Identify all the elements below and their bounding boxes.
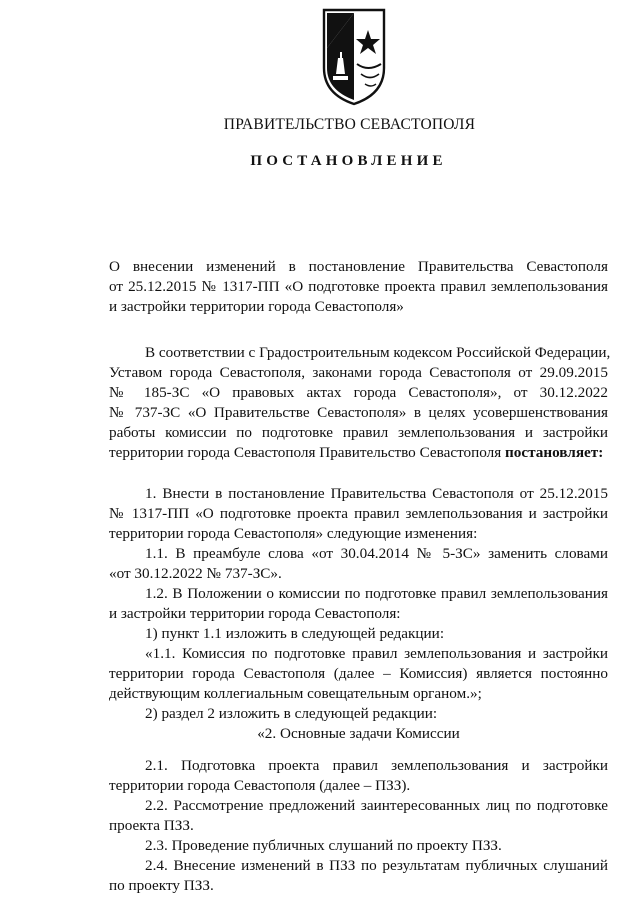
preamble-line: № 737-ЗС «О Правительстве Севастополя» в целях усовершенствования (109, 404, 608, 421)
body-line: «1.1. Комиссия по подготовке правил землепользования и застройки (145, 645, 608, 662)
body-line: по проекту ПЗЗ. (109, 877, 214, 894)
body-line: 2.4. Внесение изменений в ПЗЗ по результатам публичных слушаний (145, 857, 608, 874)
preamble-line: № 185-ЗС «О правовых актах города Севастополя», от 30.12.2022 (109, 384, 608, 401)
preamble-line: работы комиссии по подготовке правил землепользования и застройки (109, 424, 608, 441)
body-line: 2.1. Подготовка проекта правил землепользования и застройки (145, 757, 608, 774)
body-line: «от 30.12.2022 № 737-ЗС». (109, 565, 282, 582)
body-line: 1.2. В Положении о комиссии по подготовке правил землепользования (145, 585, 608, 602)
body-line: действующим коллегиальным совещательным органом.»; (109, 685, 482, 702)
body-line: 2.3. Проведение публичных слушаний по проекту ПЗЗ. (145, 837, 502, 854)
title-line: О внесении изменений в постановление Правительства Севастополя (109, 258, 608, 275)
body-line: 1) пункт 1.1 изложить в следующей редакции: (145, 625, 445, 642)
preamble-text: территории города Севастополя Правительство Севастополя (109, 444, 502, 461)
body-line: территории города Севастополя (далее – Комиссия) является постоянно (109, 665, 608, 682)
body-line: территории города Севастополя» следующие изменения: (109, 525, 478, 542)
title-line: и застройки территории города Севастополя» (109, 298, 404, 315)
section-heading: «2. Основные задачи Комиссии (257, 725, 460, 742)
organization-name: ПРАВИТЕЛЬСТВО СЕВАСТОПОЛЯ (223, 116, 476, 133)
document-type: ПОСТАНОВЛЕНИЕ (250, 153, 447, 169)
body-line: 1.1. В преамбуле слова «от 30.04.2014 № 5-ЗС» заменить словами (145, 545, 608, 562)
body-line: 2.2. Рассмотрение предложений заинтересованных лиц по подготовке (145, 797, 608, 814)
preamble-line: В соответствии с Градостроительным кодексом Российской Федерации, (145, 344, 611, 361)
body-line: проекта ПЗЗ. (109, 817, 194, 834)
body-line: территории города Севастополя (далее – ПЗЗ). (109, 777, 411, 794)
preamble-line: Уставом города Севастополя, законами города Севастополя от 29.09.2015 (109, 364, 608, 381)
preamble-line-final (109, 443, 608, 463)
body-line: и застройки территории города Севастополя: (109, 605, 401, 622)
body-line: 2) раздел 2 изложить в следующей редакции: (145, 705, 438, 722)
preamble-keyword: постановляет: (505, 444, 604, 461)
body-line: 1. Внести в постановление Правительства Севастополя от 25.12.2015 (145, 485, 608, 502)
body-line: № 1317-ПП «О подготовке проекта правил землепользования и застройки (109, 505, 608, 522)
title-line: от 25.12.2015 № 1317-ПП «О подготовке проекта правил землепользования (109, 278, 608, 295)
sevastopol-coat-of-arms-icon (321, 8, 387, 106)
